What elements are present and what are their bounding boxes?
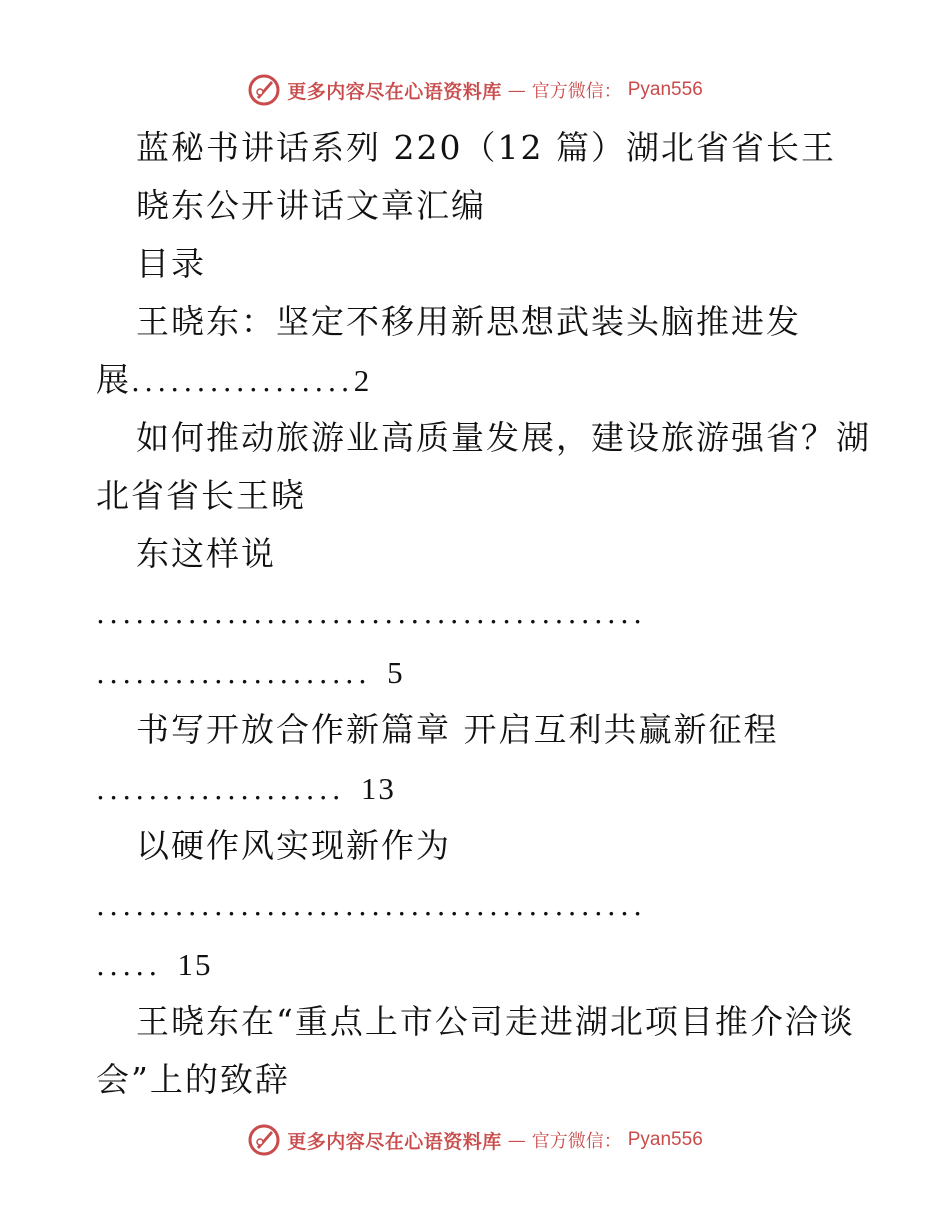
footer-wechat-id: Pyan556: [627, 1129, 703, 1150]
toc-entry-1-line-1: 王晓东：坚定不移用新思想武装头脑推进发: [136, 302, 801, 341]
footer-sub-text: 官方微信：: [531, 1131, 622, 1152]
footer-dash: —: [507, 1129, 526, 1151]
toc-entry-2-page: 5: [387, 655, 405, 690]
toc-entry-2-dots-2: .....................: [96, 657, 372, 690]
toc-entry-2-line-3: 东这样说: [136, 534, 276, 573]
footer-banner: [0, 1120, 950, 1160]
toc-entry-4-line-3: [96, 944, 213, 984]
doc-title-line-2: 晓东公开讲话文章汇编: [136, 186, 486, 225]
toc-entry-1-dots: .................: [131, 365, 354, 398]
doc-title-line-1: 蓝秘书讲话系列 220（12 篇）湖北省省长王: [136, 128, 836, 167]
banner-main-text: 更多内容尽在心语资料库: [287, 80, 502, 103]
toc-entry-5-line-2: 会”上的致辞: [96, 1060, 290, 1099]
quill-logo-icon: [247, 1123, 281, 1157]
toc-entry-4-page: 15: [177, 947, 213, 982]
toc-entry-5-line-1: 王晓东在“重点上市公司走进湖北项目推介洽谈: [136, 1002, 855, 1041]
banner-sub-text: 官方微信：: [531, 81, 622, 102]
toc-entry-2-line-5: [96, 652, 405, 692]
toc-entry-1-line-2: [96, 360, 371, 400]
toc-heading: 目录: [136, 244, 206, 283]
toc-entry-4-dots-2: .....: [96, 949, 162, 982]
toc-entry-3-dots: ...................: [96, 773, 345, 806]
header-banner: [0, 70, 950, 110]
toc-entry-4-dots-1: ..........................................: [96, 889, 647, 922]
banner-wechat-id: Pyan556: [627, 79, 703, 100]
toc-entry-2-line-2: 北省省长王晓: [96, 476, 306, 515]
toc-entry-1-page: 2: [353, 363, 372, 398]
quill-logo-icon: [247, 73, 281, 107]
toc-entry-3-line-2: [96, 768, 396, 808]
toc-entry-1-tail: 展: [96, 360, 131, 399]
banner-dash: —: [507, 79, 526, 101]
toc-entry-3-page: 13: [360, 771, 396, 806]
toc-entry-2-dots-1: ..........................................: [96, 597, 647, 630]
footer-main-text: 更多内容尽在心语资料库: [287, 1130, 502, 1153]
toc-entry-4-line-1: 以硬作风实现新作为: [136, 826, 451, 865]
toc-entry-2-line-1: 如何推动旅游业高质量发展，建设旅游强省？湖: [136, 418, 871, 457]
toc-entry-3-line-1: 书写开放合作新篇章 开启互利共赢新征程: [136, 710, 779, 749]
